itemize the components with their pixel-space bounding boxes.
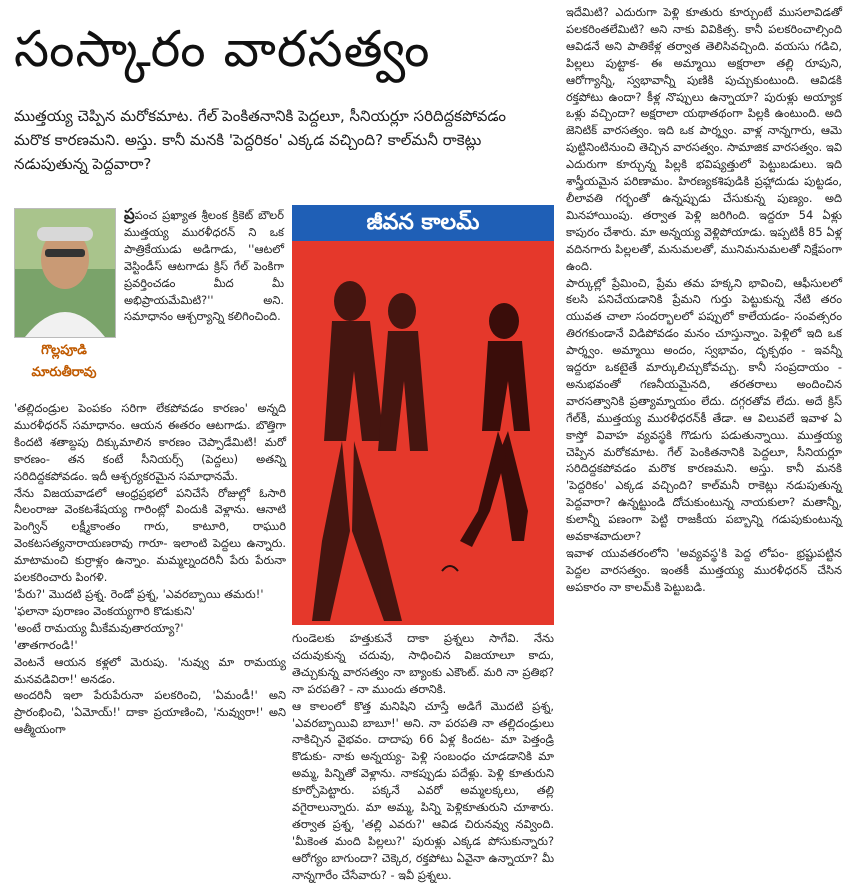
paragraph: ఇదేమిటి? ఎదురుగా పెళ్లి కూతురు కూర్చుంటే ముసలావిడతో పలకరింతలేమిటి? అని నాకు వివికిత్స. కానీ పలకరించాల్సింది ఆవిడనే అని పాతికేళ్ల తర్వాత తెలిసివచ్చింది. వయసు గడిచి, పిల్లలు పుట్టాక- ఈ అమ్మాయి అక్షరాలా తల్లి రూపుని, ఆరోగ్యాన్నీ, స్వభావాన్నీ పుణికి పుచ్చుకుంటుంది. ఆవిడకి రక్తపోటు ఉందా? కీళ్ల నొప్పులు ఉన్నాయా? పురుళ్లు అయ్యాక ఒళ్లు వచ్చిందా? అక్షరాలా యథాతథంగా పిల్లకి ఉంటుంది. అది జెనిటిక్ వారసత్వం. ఇది ఒక పార్శ్వం. వాళ్ల నాన్నగారు, ఆమె పుట్టినింటినుంచి తెచ్చిన వారసత్వం. సామాజిక వారసత్వం. ఇవి ఎదురుగా కూర్చున్న పిల్లకి భవిష్యత్తులో పెట్టుబడులు. ఇది శాస్త్రీయమైన పరిణామం. హిరణ్యకశిపుడికి ప్రహ్లాదుడు పుట్టడం, లీలావతి గర్భంతో ఉన్నప్పుడు చేసుకున్న పుణ్యం. అది మినహాయింపు. తర్వాత పెళ్లి జరిగింది. ఇద్దరూ 54 ఏళ్లు కాపురం చేశారు. మా అన్నయ్య వెళ్లిపోయాడు. ఇప్పటికీ 85 ఏళ్ల వదినగారు పిల్లలతో, మనుమలతో, మునిమనుమలతో నిక్షేపంగా ఉంది. bbox=[566, 5, 842, 273]
illustration bbox=[292, 241, 554, 625]
column-intro bbox=[124, 206, 284, 325]
paragraph: 'తాతగారండి!' bbox=[14, 637, 78, 652]
paragraph: నేను విజయవాడలో ఆంధ్రప్రభలో పనిచేసే రోజుల్లో ఓసారి నీలంరాజు వెంకటశేషయ్య గారింట్లో విందుకి వెళ్లాను. ఆనాటి పెంగ్విన్ లక్ష్మీకాంతం గారు, కాటూరి, రాఘురి వెంకటసత్యనారాయణరావు గారూ- ఇలాంటి పెద్దలు ఉన్నారు. మాటామంచి కుర్రాళ్లం ఉన్నాం. మమ్మల్నందరినీ పేరు పేరునా పలకరించారు పింగళి. bbox=[14, 485, 286, 585]
paragraph: అందరినీ ఇలా పేరుపేరునా పలకరించి, 'ఏమండీ!' అని ప్రారంభించి, 'ఏమోయ్!' దాకా ప్రయాణించి, 'నువ్వురా!' అని ఆత్మీయంగా bbox=[14, 688, 286, 737]
column-label: జీవన కాలమ్ bbox=[292, 205, 554, 241]
intro-paragraph: పంచ ప్రఖ్యాత శ్రీలంక క్రికెట్ బౌలర్ ముత్తయ్య మురళీధరన్ ని ఒక పాత్రికేయుడు అడిగాడు, ''ఆటలో వెస్టిండీస్ ఆటగాడు క్రిస్ గేల్ పెంకిగా ప్రవర్తించడం మీద మీ అభిప్రాయమేమిటి?'' అని. సమాధానం ఆశ్చర్యాన్ని కలిగించింది. bbox=[124, 208, 284, 324]
paragraph: వెంటనే ఆయన కళ్లలో మెరుపు. 'నువ్వు మా రామయ్య మనవడివిరా!' అనడం. bbox=[14, 654, 286, 686]
article-headline: సంస్కారం వారసత్వం bbox=[14, 20, 431, 78]
paragraph: ఆ కాలంలో కొత్త మనిషిని చూస్తే అడిగే మొదటి ప్రశ్న, 'ఎవరబ్బాయివి బాబూ!' అని. నా పరపతి నా తల్లిదండ్రులు నాకిచ్చిన వైభవం. దాదాపు 66 ఏళ్ల కిందట- మా పెత్తండ్రి కొడుకు- నాకు అన్నయ్య- పెళ్లి సంబంధం చూడడానికి మా అమ్మ, పిన్నితో వెళ్లాను. నాకప్పుడు పదేళ్లు. పెళ్లి కూతురుని కూర్చోపెట్టారు. పక్కనే ఎవరో అమ్మలక్కలు, తల్లి వగైరాలున్నారు. మా అమ్మ, పిన్ని పెళ్లికూతురుని చూశారు. తర్వాత ప్రశ్న, 'తల్లి ఎవరు?' ఆవిడ చిరునవ్వు నవ్వింది. 'మీకెంత మంది పిల్లలు?' పురుళ్లు ఎక్కడ పోసుకున్నారు? ఆరోగ్యం బాగుందా? చెక్కెర, రక్తపోటు ఏవైనా ఉన్నాయా? మీ నాన్నగారేం చేసేవారు? - ఇవీ ప్రశ్నలు. bbox=[292, 698, 554, 882]
article-deck: ముత్తయ్య చెప్పిన మరోకమాట. గేల్ పెంకితనానికి పెద్దలూ, సీనియర్లూ సరిదిద్దకపోవడం మరొక కారణమని. అస్తు. కానీ మనకి 'పెద్దరికం' ఎక్కడ వచ్చింది? కాల్‌మనీ రాకెట్లు నడుపుతున్న పెద్దవారా? bbox=[14, 107, 506, 173]
paragraph: 'తల్లిదండ్రుల పెంపకం సరిగా లేకపోవడం కారణం' అన్నది మురళీధరన్ సమాధానం. ఆయన ఈతరం ఆటగాడు. బొత్తిగా కిందటి శతాబ్దపు దిక్కుమాలిన కారణం చెప్పాడేమిటి! మరో కారణం- తన కంటే సీనియర్స్ (పెద్దలు) అతన్ని సరిదిద్దకపోవడం. ఇదీ ఆశ్చర్యకరమైన సమాధానమే. bbox=[14, 401, 286, 483]
column-three bbox=[566, 4, 842, 596]
paragraph: గుండెలకు హత్తుకునే దాకా ప్రశ్నలు సాగేవి. నేను చదువుకున్న చదువు, సాధించిన విజయాలూ కాదు, తెచ్చుకున్న వారసత్వం నా బ్యాంకు ఎకౌంట్. మరి నా ప్రతిభ? నా పరపతి? - నా ముందు తరానికి. bbox=[292, 631, 554, 696]
paragraph: 'అంటే రామయ్య మీకేమవుతారయ్యా?' bbox=[14, 620, 184, 635]
dropcap: ప్ర bbox=[124, 205, 135, 223]
author-byline: గొల్లపూడి మారుతీరావు bbox=[31, 343, 97, 380]
paragraph: 'పేరు?' మొదటి ప్రశ్న. రెండో ప్రశ్న, 'ఎవరబ్బాయి తమరు!' bbox=[14, 586, 264, 601]
column-one bbox=[14, 400, 286, 738]
author-portrait-icon bbox=[15, 209, 115, 337]
walking-figures-icon bbox=[292, 241, 554, 625]
column-two bbox=[292, 630, 554, 884]
paragraph: ఇవాళ యువతరంలోని 'అవ్యవస్థ'కి పెద్ద లోపం- భ్రష్టుపట్టిన పెద్దల వారసత్వం. ఇంతకీ ముత్తయ్య మురళీధరన్ చేసిన అపకారం నా కాలమ్‌కి పెట్టుబడి. bbox=[566, 546, 842, 594]
column-artwork bbox=[292, 205, 554, 625]
paragraph: పార్కుల్లో ప్రేమించి, ప్రేమ తమ హక్కని భావించి, ఆఫీసులలో కలసి పనిచేయడానికి ప్రేమని గుర్తు పెట్టుకున్న నేటి తరం యువత చాలా సందర్భాలలో పప్పులో కాలేయడం- సంవత్సరం తిరగకుండానే విడిపోవడం మనం చూస్తున్నాం. పెళ్లిలో ఇది ఒక పార్శ్వం. అమ్మాయి అందం, స్వభావం, దృక్పథం - ఇవన్నీ ఇద్దరూ ఒకటైతే మార్కులిచ్చుకోవచ్చు. కానీ సంప్రదాయం - అనుభవంతో గణనీయమైనది, తరతరాలు అందించిన వారసత్వానికి ప్రత్యామ్నాయం లేదు. దగ్గరతోవ లేదు. అదే క్రిస్ గేల్‌కీ, ముత్తయ్య మురళీధరన్‌కీ తేడా. ఆ విలువలే ఇవాళ ఏ కాస్తో వివాహ వ్యవస్థకి గొడుగు పడుతున్నాయి. ముత్తయ్య చెప్పిన మరోకమాట. గేల్ పెంకితనానికి పెద్దలూ, సీనియర్లూ సరిదిద్దకపోవడం మరొక కారణమని. అస్తు. కానీ మనకి 'పెద్దరికం' ఎక్కడ వచ్చింది? కాల్‌మనీ రాకెట్లు నడుపుతున్న పెద్దవారా? ఉన్నట్టుండి దోచుకుంటున్న నాయకులా? మతాన్నీ, కులాన్నీ పణంగా పెట్టి రాజకీయ పబ్బాన్ని గడుపుకుంటున్న అవకాశవాదులా? bbox=[566, 275, 842, 544]
paragraph: 'ఫలానా పురాణం వెంకయ్యగారి కొడుకుని' bbox=[14, 603, 195, 618]
author-photo bbox=[14, 208, 116, 338]
